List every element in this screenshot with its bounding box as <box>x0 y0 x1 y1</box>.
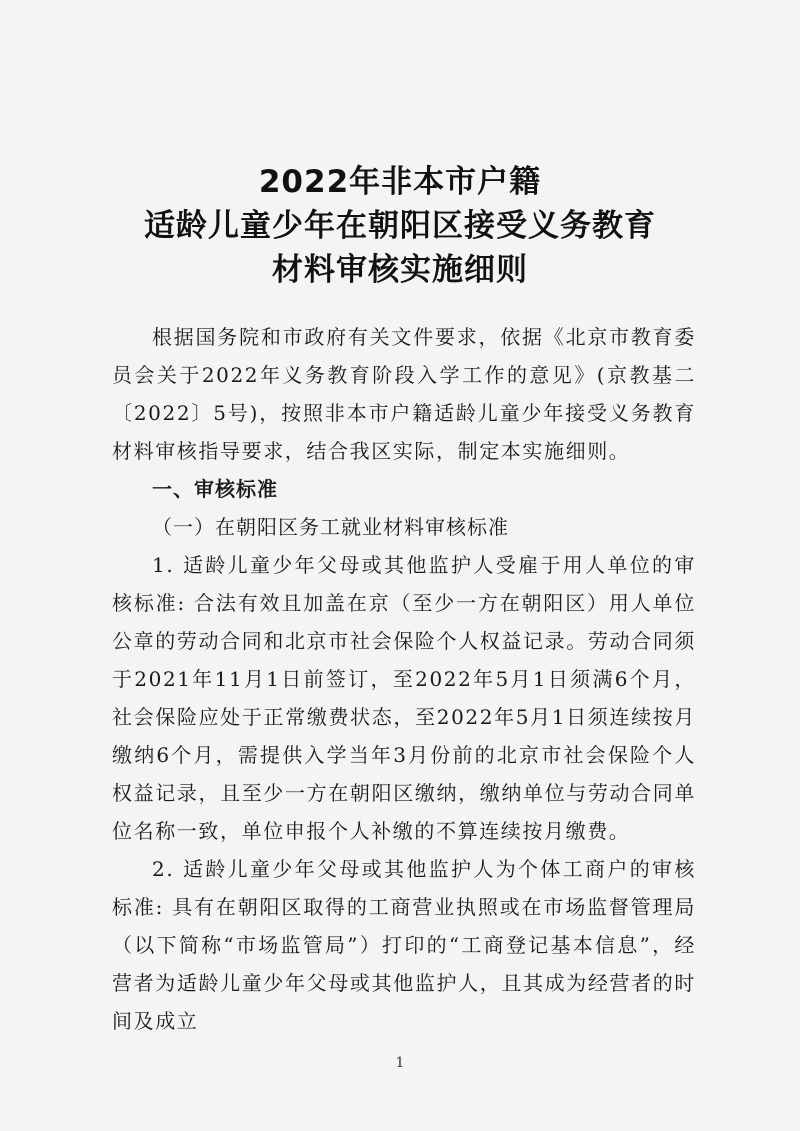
section-heading: 一、审核标准 <box>152 477 278 501</box>
title-line-3: 材料审核实施细则 <box>272 252 528 288</box>
item-1-paragraph: 1. 适龄儿童少年父母或其他监护人受雇于用人单位的审核标准: 合法有效且加盖在京（至少一方在朝阳区）用人单位公章的劳动合同和北京市社会保险个人权益记录。劳动合同须于2021年11月1日前签订，至2022年5月1日须满6个月，社会保险应处于正常缴费状态，至2022年5月1日须连续按月缴纳6个月，需提供入学当年3月份前的北京市社会保险个人权益记录，且至少一方在朝阳区缴纳，缴纳单位与劳动合同单位名称一致，单位申报个人补缴的不算连续按月缴费。 <box>112 553 696 843</box>
page-number: 1 <box>395 1055 405 1071</box>
document-body <box>112 318 696 1040</box>
title-line-1: 2022年非本市户籍 <box>258 164 542 200</box>
title-line-2: 适龄儿童少年在朝阳区接受义务教育 <box>144 208 656 244</box>
subsection-heading: （一）在朝阳区务工就业材料审核标准 <box>152 515 509 539</box>
item-2-paragraph: 2. 适龄儿童少年父母或其他监护人为个体工商户的审核标准: 具有在朝阳区取得的工商营业执照或在市场监督管理局（以下简称“市场监管局”）打印的“工商登记基本信息”，经营者为适龄儿童少年父母或其他监护人，且其成为经营者的时间及成立 <box>112 857 696 1033</box>
intro-paragraph: 根据国务院和市政府有关文件要求，依据《北京市教育委员会关于2022年义务教育阶段入学工作的意见》(京教基二〔2022〕5号)，按照非本市户籍适龄儿童少年接受义务教育材料审核指导要求，结合我区实际，制定本实施细则。 <box>112 325 696 463</box>
